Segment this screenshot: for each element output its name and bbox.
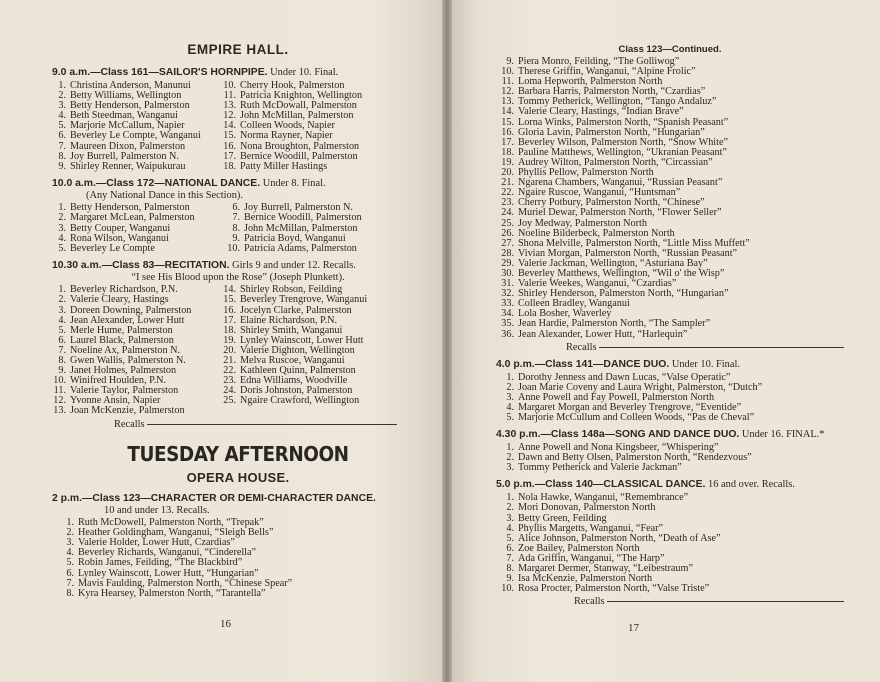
entrant-text: Mori Donovan, Palmerston North <box>518 502 656 514</box>
entrant-row <box>60 589 424 599</box>
entrant-number: 31. <box>501 278 514 290</box>
entrant-row <box>52 162 222 172</box>
entrant-row <box>500 208 844 218</box>
class-detail: Girls 9 and under 12. Recalls. <box>232 259 356 271</box>
entrant-number: 4. <box>58 314 66 326</box>
entrant-number: 18. <box>501 146 514 158</box>
entrant-text: Tommy Petherick, Wellington, “Tango Andaluz” <box>518 96 717 108</box>
entrant-number: 13. <box>223 100 236 112</box>
class-time: 4.0 p.m. <box>496 358 535 370</box>
entrant-number: 3. <box>66 537 74 549</box>
entrant-number: 2. <box>58 90 66 102</box>
entrant-text: Joy Burrell, Palmerston N. <box>244 202 353 214</box>
entrant-text: Ngarena Chambers, Wanganui, “Russian Peasant” <box>518 177 723 189</box>
entrant-number: 3. <box>506 462 514 474</box>
entrant-number: 7. <box>58 140 66 152</box>
entrant-text: Joy Burrell, Palmerston N. <box>70 150 179 162</box>
recalls-line <box>114 419 424 430</box>
entrant-number: 30. <box>501 267 514 279</box>
entrant-number: 9. <box>58 365 66 377</box>
entrant-number: 4. <box>506 401 514 413</box>
recalls-label: Recalls <box>574 596 605 608</box>
class-subtitle: 10 and under 13. Recalls. <box>104 504 210 516</box>
entrant-text: Noeline Bilderbeck, Palmerston North <box>518 227 675 239</box>
entrant-text: Nona Broughton, Palmerston <box>240 140 360 152</box>
entrant-text: Doreen Downing, Palmerston <box>70 304 192 316</box>
entrant-text: Gloria Lavin, Palmerston North, “Hungarian” <box>518 126 705 138</box>
recalls-line <box>574 596 844 607</box>
entrant-number: 11. <box>223 90 236 102</box>
entrant-number: 13. <box>501 96 514 108</box>
class-subtitle: (Any National Dance in this Section). <box>86 189 243 201</box>
entrant-number: 1. <box>506 371 514 383</box>
class-140-section <box>496 479 844 607</box>
entrant-number: 4. <box>58 232 66 244</box>
entrant-number: 5. <box>58 242 66 254</box>
entrant-text: Heather Goldingham, Wanganui, “Sleigh Bells” <box>78 527 274 539</box>
class-time: 4.30 p.m. <box>496 429 541 441</box>
entrant-number: 3. <box>506 391 514 403</box>
class-heading <box>52 67 424 79</box>
entrant-text: Elaine Richardson, P.N. <box>240 314 338 326</box>
entrant-number: 8. <box>232 222 240 234</box>
entrant-text: Betty Couper, Wanganui <box>70 222 171 234</box>
entrant-text: Shirley Renner, Waipukurau <box>70 160 186 172</box>
entrant-text: Muriel Dewar, Palmerston North, “Flower Seller” <box>518 207 722 219</box>
class-heading <box>52 178 424 190</box>
entrant-text: Cherry Hook, Palmerston <box>240 80 345 91</box>
class-label: —Class 141—DANCE DUO. <box>534 358 670 370</box>
entrant-number: 14. <box>501 106 514 118</box>
entrant-text: Alice Johnson, Palmerston North, “Death of Ase” <box>518 532 721 544</box>
entrant-number: 2. <box>58 212 66 224</box>
entrant-col-2 <box>222 81 362 172</box>
entrant-list <box>496 443 844 473</box>
entrant-text: Bernice Woodill, Palmerston <box>244 212 362 224</box>
entrant-number: 22. <box>501 187 514 199</box>
class-heading <box>496 359 844 371</box>
entrant-number: 13. <box>53 405 66 417</box>
entrant-number: 17. <box>223 150 236 162</box>
entrant-number: 25. <box>223 395 236 407</box>
entrant-col-2 <box>226 203 362 253</box>
entrant-number: 10. <box>501 66 514 78</box>
entrant-number: 9. <box>58 160 66 172</box>
entrant-number: 12. <box>223 110 236 122</box>
class-detail: 16 and over. Recalls. <box>708 479 795 491</box>
entrant-number: 3. <box>58 100 66 112</box>
continued-heading: Class 123—Continued. <box>618 44 722 55</box>
entrant-text: Zoe Bailey, Palmerston North <box>518 542 640 554</box>
entrant-text: Kyra Hearsey, Palmerston North, “Tarantella” <box>78 587 266 599</box>
entrant-text: John McMillan, Palmerston <box>240 110 354 122</box>
entrant-text: Barbara Harris, Palmerston North, “Czardias” <box>518 86 706 98</box>
entrant-text: Shirley Smith, Wanganui <box>240 324 343 336</box>
entrant-number: 1. <box>506 492 514 504</box>
entrant-text: Ruth McDowall, Palmerston <box>240 100 357 112</box>
entrant-text: Edna Williams, Woodville <box>240 375 348 387</box>
entrant-number: 21. <box>223 354 236 366</box>
entrant-text: Margaret Dermer, Stanway, “Leibestraum” <box>518 563 693 575</box>
right-page <box>452 0 880 682</box>
entrant-text: Marjorie McCallum, Napier <box>70 120 185 132</box>
class-172-section <box>52 178 424 254</box>
entrant-text: Dorothy Jenness and Dawn Lucas, “Valse Operatic” <box>518 371 731 383</box>
entrant-list <box>496 373 844 423</box>
entrant-text: Joan Marie Coveny and Laura Wright, Palmerston, “Dutch” <box>518 381 763 393</box>
entrant-row <box>222 162 362 172</box>
recalls-label: Recalls <box>114 418 145 430</box>
entrant-number: 10. <box>501 583 514 595</box>
entrant-text: Betty Henderson, Palmerston <box>70 202 190 214</box>
entrant-text: Jean Hardie, Palmerston North, “The Sampler” <box>518 318 711 330</box>
entrant-number: 7. <box>232 212 240 224</box>
class-heading <box>496 429 844 441</box>
entrant-number: 2. <box>506 502 514 514</box>
entrant-number: 14. <box>223 120 236 132</box>
entrant-row <box>500 584 844 594</box>
entrant-number: 18. <box>223 324 236 336</box>
entrant-text: Beverley Le Compte <box>70 242 155 254</box>
entrant-number: 23. <box>223 375 236 387</box>
entrant-row <box>222 295 367 305</box>
entrant-row <box>500 413 844 423</box>
entrant-text: Janet Holmes, Palmerston <box>70 365 177 377</box>
entrant-text: Margaret Morgan and Beverley Trengrove, “Eventide” <box>518 401 742 413</box>
entrant-text: Beverley Richards, Wanganui, “Cinderella” <box>78 547 257 559</box>
entrant-row <box>500 330 844 340</box>
entrant-text: Pauline Matthews, Wellington, “Ukranian Peasant” <box>518 146 727 158</box>
entrant-number: 14. <box>223 284 236 296</box>
entrant-text: Cherry Potbury, Palmerston North, “Chinese” <box>518 197 705 209</box>
entrant-list <box>496 57 844 340</box>
entrant-text: Lynley Wainscott, Lower Hutt, “Hungarian” <box>78 567 259 579</box>
entrant-text: Christina Anderson, Manunui <box>70 80 191 91</box>
entrant-columns <box>52 285 424 416</box>
class-heading <box>52 260 424 272</box>
entrant-text: Winifred Houlden, P.N. <box>70 375 167 387</box>
entrant-text: Kathleen Quinn, Palmerston <box>240 365 356 377</box>
entrant-number: 9. <box>232 232 240 244</box>
entrant-text: Marjorie McCullum and Colleen Woods, “Pas de Cheval” <box>518 412 755 423</box>
entrant-text: Bernice Woodill, Palmerston <box>240 150 358 162</box>
class-148a-section <box>496 429 844 473</box>
entrant-text: Patricia Knighton, Wellington <box>240 90 363 102</box>
entrant-text: Beverley Le Compte, Wanganui <box>70 130 201 142</box>
entrant-col-1 <box>52 285 222 416</box>
entrant-number: 9. <box>506 56 514 67</box>
afternoon-venue: OPERA HOUSE. <box>186 469 290 485</box>
entrant-number: 8. <box>506 563 514 575</box>
class-time: 10.0 a.m. <box>52 177 96 189</box>
class-label: —Class 161—SAILOR'S HORNPIPE. <box>90 67 268 78</box>
entrant-number: 3. <box>506 512 514 524</box>
entrant-number: 8. <box>66 587 74 599</box>
entrant-number: 35. <box>501 318 514 330</box>
entrant-text: Audrey Wilton, Palmerston North, “Circassian” <box>518 156 713 168</box>
entrant-number: 25. <box>501 217 514 229</box>
entrant-number: 5. <box>58 120 66 132</box>
entrant-columns <box>52 203 424 253</box>
entrant-number: 4. <box>58 110 66 122</box>
entrant-number: 5. <box>506 532 514 544</box>
class-heading <box>52 493 424 505</box>
entrant-text: Yvonne Ansin, Napier <box>70 395 161 407</box>
entrant-text: Anne Powell and Fay Powell, Palmerston North <box>518 391 715 403</box>
entrant-number: 7. <box>66 577 74 589</box>
entrant-text: Beverley Richardson, P.N. <box>70 284 178 296</box>
entrant-number: 26. <box>501 227 514 239</box>
class-123-section <box>52 493 424 599</box>
entrant-text: Beth Steedman, Wanganui <box>70 110 178 122</box>
entrant-number: 2. <box>58 294 66 306</box>
entrant-text: Patricia Boyd, Wanganui <box>244 232 346 244</box>
book-gutter <box>442 0 452 682</box>
entrant-text: Joan McKenzie, Palmerston <box>70 405 185 417</box>
entrant-number: 36. <box>501 328 514 340</box>
class-label: —Class 123—CHARACTER OR DEMI-CHARACTER DANCE. <box>82 492 376 504</box>
class-label: —Class 172—NATIONAL DANCE. <box>95 177 261 189</box>
entrant-text: Lola Bosher, Waverley <box>518 308 612 320</box>
entrant-text: Valerie Dighton, Wellington <box>240 344 355 356</box>
class-time: 9.0 a.m. <box>52 67 91 78</box>
entrant-number: 27. <box>501 237 514 249</box>
entrant-text: Loma Hepworth, Palmerston North <box>518 76 663 88</box>
entrant-text: Valerie Cleary, Hastings <box>70 294 169 306</box>
class-detail: Under 8. Final. <box>262 177 326 189</box>
entrant-text: Colleen Woods, Napier <box>240 120 335 132</box>
entrant-text: Valerie Holder, Lower Hutt, Czardias” <box>78 537 235 549</box>
entrant-text: Merle Hume, Palmerston <box>70 324 173 336</box>
entrant-text: Shona Melville, Palmerston North, “Little Miss Muffett” <box>518 237 750 249</box>
class-label: —Class 148a—SONG AND DANCE DUO. <box>540 429 740 441</box>
entrant-row <box>226 244 362 254</box>
entrant-text: Patty Miller Hastings <box>240 160 328 172</box>
entrant-text: Rosa Procter, Palmerston North, “Valse Triste” <box>518 583 710 595</box>
entrant-row <box>222 396 367 406</box>
entrant-text: Anne Powell and Nona Kingsbeer, “Whispering” <box>518 442 719 454</box>
recalls-line <box>566 342 844 353</box>
entrant-text: Margaret McLean, Palmerston <box>70 212 195 224</box>
entrant-text: Shirley Robson, Feilding <box>240 284 343 296</box>
entrant-text: Nola Hawke, Wanganui, “Remembrance” <box>518 492 689 504</box>
entrant-text: Beverley Trengrove, Wanganui <box>240 294 368 306</box>
entrant-list <box>496 493 844 594</box>
entrant-text: Jean Alexander, Lower Hutt <box>70 314 185 326</box>
entrant-row <box>52 406 222 416</box>
entrant-number: 29. <box>501 257 514 269</box>
entrant-text: Noeline Ax, Palmerston N. <box>70 344 181 356</box>
entrant-number: 28. <box>501 247 514 259</box>
entrant-text: Vivian Morgan, Palmerston North, “Russian Peasant” <box>518 247 738 259</box>
entrant-number: 16. <box>223 140 236 152</box>
entrant-text: Maureen Dixon, Palmerston <box>70 140 186 152</box>
entrant-number: 1. <box>58 80 66 91</box>
entrant-number: 34. <box>501 308 514 320</box>
entrant-text: Ruth McDowell, Palmerston North, “Trepak” <box>78 517 264 529</box>
entrant-number: 12. <box>53 395 66 407</box>
entrant-text: Betty Henderson, Palmerston <box>70 100 190 112</box>
entrant-number: 19. <box>501 156 514 168</box>
entrant-number: 1. <box>58 284 66 296</box>
entrant-number: 15. <box>501 116 514 128</box>
entrant-number: 10. <box>223 80 236 91</box>
entrant-text: Jocelyn Clarke, Palmerston <box>240 304 352 316</box>
entrant-number: 16. <box>501 126 514 138</box>
entrant-text: Patricia Adams, Palmerston <box>244 242 357 254</box>
entrant-number: 15. <box>223 130 236 142</box>
entrant-text: Dawn and Betty Olsen, Palmerston North, “Rendezvous” <box>518 452 752 464</box>
entrant-text: Beverley Matthews, Wellington, “Wil o' the Wisp” <box>518 267 725 279</box>
entrant-number: 5. <box>58 324 66 336</box>
class-label: —Class 140—CLASSICAL DANCE. <box>534 479 706 491</box>
entrant-number: 20. <box>501 167 514 179</box>
entrant-number: 1. <box>506 442 514 454</box>
entrant-row <box>500 463 844 473</box>
entrant-text: Doris Johnston, Palmerston <box>240 385 353 397</box>
entrant-row <box>52 244 226 254</box>
class-83-section <box>52 260 424 430</box>
entrant-number: 32. <box>501 288 514 300</box>
entrant-columns <box>52 81 424 172</box>
entrant-number: 15. <box>223 294 236 306</box>
afternoon-title: TUESDAY AFTERNOON <box>127 441 349 466</box>
class-detail: Under 10. Final. <box>270 67 339 78</box>
entrant-number: 7. <box>506 552 514 564</box>
entrant-number: 10. <box>53 375 66 387</box>
entrant-text: Robin James, Feilding, “The Blackbird” <box>78 557 243 569</box>
entrant-col-2 <box>222 285 367 416</box>
page-number: 17 <box>628 622 639 634</box>
entrant-text: Ada Griffin, Wanganui, “The Harp” <box>518 552 665 564</box>
class-161-section <box>52 67 424 172</box>
entrant-list <box>52 518 424 599</box>
venue-title: EMPIRE HALL. <box>187 42 289 57</box>
entrant-text: Norma Rayner, Napier <box>240 130 333 142</box>
entrant-number: 7. <box>58 344 66 356</box>
entrant-text: Jean Alexander, Lower Hutt, “Harlequin” <box>518 328 688 340</box>
entrant-number: 17. <box>501 136 514 148</box>
entrant-number: 16. <box>223 304 236 316</box>
entrant-number: 1. <box>58 202 66 214</box>
entrant-number: 2. <box>506 381 514 393</box>
entrant-text: Shirley Henderson, Palmerston North, “Hungarian” <box>518 288 729 300</box>
entrant-number: 33. <box>501 298 514 310</box>
entrant-number: 22. <box>223 365 236 377</box>
entrant-text: Phyllis Margetts, Wanganui, “Fear” <box>518 522 664 534</box>
entrant-number: 9. <box>506 573 514 585</box>
entrant-number: 8. <box>58 150 66 162</box>
class-detail: Under 16. FINAL.* <box>741 429 825 441</box>
entrant-number: 11. <box>501 76 514 88</box>
entrant-text: Ngaire Ruscoe, Wanganui, “Huntsman” <box>518 187 681 199</box>
entrant-text: Colleen Bradley, Wanganui <box>518 298 630 310</box>
entrant-text: John McMillan, Palmerston <box>244 222 358 234</box>
class-detail: Under 10. Final. <box>671 358 740 370</box>
entrant-number: 6. <box>232 202 240 214</box>
entrant-text: Valerie Cleary, Hastings, “Indian Brave” <box>518 106 684 118</box>
recalls-label: Recalls <box>566 341 597 353</box>
entrant-row <box>52 295 222 305</box>
class-time: 10.30 a.m. <box>52 259 102 271</box>
entrant-text: Melva Ruscoe, Wanganui <box>240 354 345 366</box>
entrant-number: 24. <box>501 207 514 219</box>
entrant-number: 24. <box>223 385 236 397</box>
entrant-col-1 <box>52 81 222 172</box>
entrant-number: 10. <box>227 242 240 254</box>
entrant-number: 6. <box>506 542 514 554</box>
entrant-text: Valerie Weekes, Wanganui, “Czardias” <box>518 278 677 290</box>
entrant-text: Tommy Petherick and Valerie Jackman” <box>518 462 682 474</box>
class-time: 2 p.m. <box>52 492 83 504</box>
entrant-number: 3. <box>58 222 66 234</box>
entrant-text: Joy Medway, Palmerston North <box>518 217 647 229</box>
entrant-text: Beverley Wilson, Palmerston North, “Snow White” <box>518 136 729 148</box>
page-number: 16 <box>220 618 231 630</box>
entrant-col-1 <box>52 203 226 253</box>
entrant-number: 6. <box>66 567 74 579</box>
entrant-text: Phyllis Pellow, Palmerston North <box>518 167 654 179</box>
entrant-number: 19. <box>223 334 236 346</box>
class-141-section <box>496 359 844 423</box>
class-heading <box>496 479 844 491</box>
entrant-number: 2. <box>66 527 74 539</box>
entrant-number: 21. <box>501 177 514 189</box>
class-time: 5.0 p.m. <box>496 479 535 491</box>
entrant-number: 6. <box>58 130 66 142</box>
entrant-text: Valerie Taylor, Palmerston <box>70 385 179 397</box>
entrant-number: 18. <box>223 160 236 172</box>
entrant-text: Rona Wilson, Wanganui <box>70 232 169 244</box>
entrant-number: 11. <box>53 385 66 397</box>
entrant-number: 2. <box>506 452 514 464</box>
entrant-number: 1. <box>66 517 74 529</box>
entrant-text: Valerie Jackman, Wellington, “Asturiana Bay” <box>518 257 708 269</box>
entrant-text: Therese Griffin, Wanganui, “Alpine Frolic” <box>518 66 696 78</box>
class-label: —Class 83—RECITATION. <box>101 259 230 271</box>
entrant-number: 8. <box>58 354 66 366</box>
entrant-text: Mavis Faulding, Palmerston North, “Chinese Spear” <box>78 577 293 589</box>
entrant-text: Laurel Black, Palmerston <box>70 334 174 346</box>
entrant-text: Gwen Wallis, Palmerston N. <box>70 354 186 366</box>
entrant-text: Lorna Winks, Palmerston North, “Spanish Peasant” <box>518 116 729 128</box>
class-subtitle: “I see His Blood upon the Rose” (Joseph Plunkett). <box>131 271 345 283</box>
entrant-number: 12. <box>501 86 514 98</box>
entrant-number: 23. <box>501 197 514 209</box>
entrant-number: 5. <box>506 412 514 423</box>
entrant-text: Lynley Wainscott, Lower Hutt <box>240 334 364 346</box>
entrant-text: Betty Green, Feilding <box>518 512 607 524</box>
entrant-number: 4. <box>506 522 514 534</box>
entrant-text: Isa McKenzie, Palmerston North <box>518 573 653 585</box>
entrant-number: 3. <box>58 304 66 316</box>
entrant-row <box>60 558 424 568</box>
entrant-number: 4. <box>66 547 74 559</box>
entrant-number: 20. <box>223 344 236 356</box>
entrant-number: 17. <box>223 314 236 326</box>
entrant-text: Betty Williams, Wellington <box>70 90 182 102</box>
entrant-text: Piera Monro, Feilding, “The Golliwog” <box>518 56 680 67</box>
entrant-number: 6. <box>58 334 66 346</box>
entrant-number: 5. <box>66 557 74 569</box>
entrant-text: Ngaire Crawford, Wellington <box>240 395 360 407</box>
